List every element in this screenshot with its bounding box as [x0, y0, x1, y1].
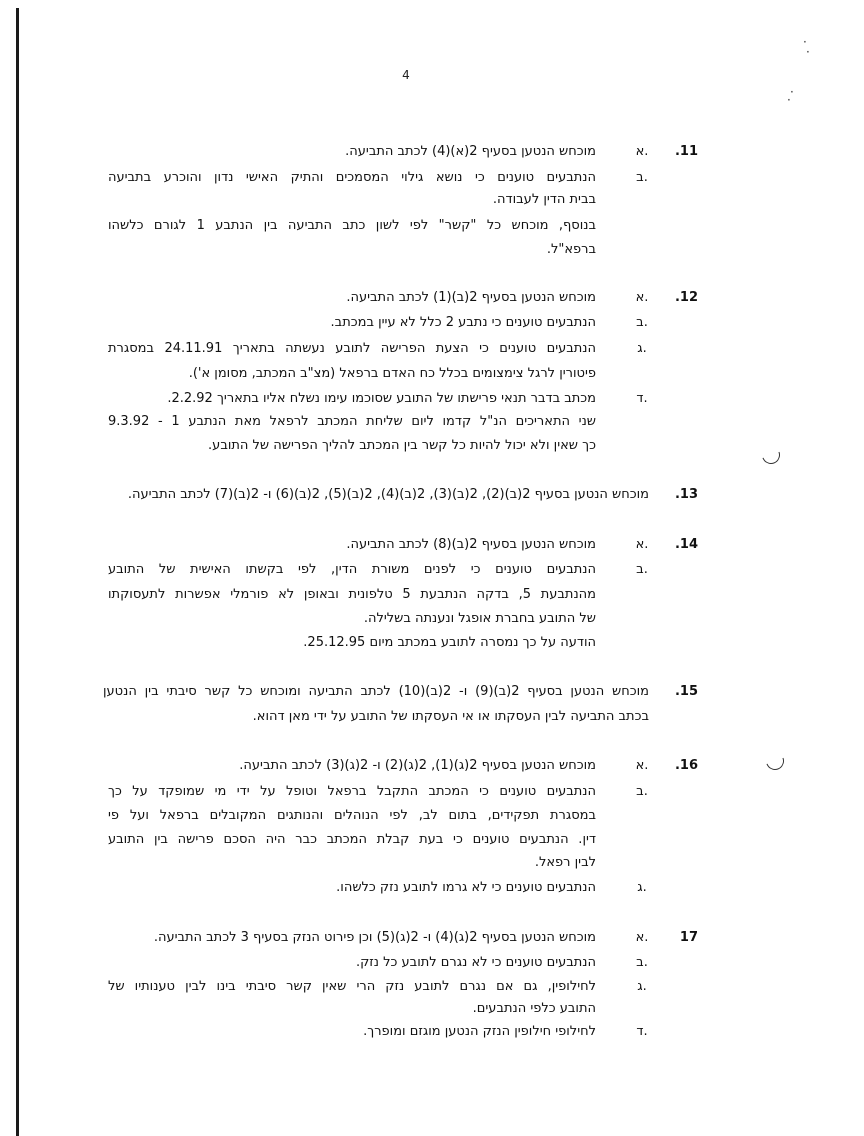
item-letter: א. [635, 537, 649, 552]
item-text-line: הנתבעים טוענים כי לא נגרם לתובע כל נזק. [355, 955, 596, 970]
item-text-line: פיטורין לרגל צימצומים בכלל כח האדם ברפאל (מצ"ב המכתב, מסומן א'). [188, 366, 596, 381]
section-text-line: מוכחש הנטען בסעיף 2(ב)(9) ו- 2(ב)(10) לכתב התביעה ומוכחש כל קשר סיבתי בין הנטען [103, 684, 649, 699]
item-text-line: מהנתבעת 5, בדקה הנתבעת 5 טלפונית ובאופן לא פורמלי אפשרות לתעסוקתו [108, 587, 596, 602]
item-letter: ב. [636, 315, 648, 330]
item-letter: ב. [636, 784, 648, 799]
item-letter: ג. [637, 880, 647, 895]
item-text-line: ברפא"ל. [546, 242, 596, 257]
item-text-line: הנתבעים טוענים כי נתבע 2 כלל לא עיין במכתב. [330, 315, 596, 330]
section-text-line: מוכחש הנטען בסעיף 2(ב)(2), 2(ב)(3), 2(ב)(4), 2(ב)(5), 2(ב)(6) ו- 2(ב)(7) לכתב התביעה. [127, 487, 649, 502]
item-text-line: מכתב בדבר תנאי פרישתו של התובע שסוכמו עימו נשלח אליו בתאריך 2.2.92. [167, 391, 596, 406]
scan-speck: · [790, 85, 794, 99]
section-number: .12 [674, 290, 698, 305]
item-text-line: מוכחש הנטען בסעיף 2(ב)(8) לכתב התביעה. [346, 537, 596, 552]
item-letter: א. [635, 144, 649, 159]
item-text-line: מוכחש הנטען בסעיף 2(א)(4) לכתב התביעה. [345, 144, 596, 159]
item-letter: ד. [636, 1024, 648, 1039]
scan-speck: · [806, 45, 810, 59]
item-letter: א. [635, 758, 649, 773]
section-number: .16 [674, 758, 698, 773]
item-text-line: בבית הדין לעבודה. [492, 192, 596, 207]
item-text-line: מוכחש הנטען בסעיף 2(ב)(1) לכתב התביעה. [346, 290, 596, 305]
item-text-line: של התובע בחברת אופגל ונענתה בשלילה. [363, 611, 596, 626]
item-text-line: בנוסף, מוכחש כל "קשר" לפי לשון כתב התביעה בין הנתבע 1 לגורם כלשהו [108, 218, 596, 233]
scan-speck: · [803, 35, 807, 49]
item-letter: א. [635, 290, 649, 305]
item-text-line: לחילופי חילופין הנזק הנטען מוגזם ומופרך. [363, 1024, 596, 1039]
section-number: .14 [674, 537, 698, 552]
item-letter: ב. [636, 955, 648, 970]
item-text-line: התובע כלפי הנתבעים. [472, 1001, 596, 1016]
item-text-line: הנתבעים טוענים כי הצעת הפרישה לתובע נעשתה בתאריך 24.11.91 במסגרת [108, 341, 596, 356]
item-text-line: דין. הנתבעים טוענים כי בעת קבלת המכתב כבר היה הסכם פרישה בין התובע [108, 832, 596, 847]
item-letter: ג. [637, 341, 647, 356]
section-number: .11 [674, 144, 698, 159]
punch-hole-mark [763, 749, 787, 773]
item-text-line: לחילופין, גם אם נגרם לתובע נזק הרי שאין קשר סיבתי בינו לבין טענותיו של [108, 979, 596, 994]
scan-speck: · [787, 93, 791, 107]
item-letter: ב. [636, 562, 648, 577]
section-number: 17 [679, 930, 698, 945]
item-text-line: שני התאריכים הנ"ל קדמו ליום שליחת המכתב לרפאל מאת הנתבע 1 - 9.3.92 [108, 414, 596, 429]
item-text-line: כך שאין ולא יכול להיות כל קשר בין המכתב להליך הפרישה של התובע. [208, 438, 596, 453]
item-text-line: הנתבעים טוענים כי לא גרמו לתובע נזק כלשהו. [336, 880, 596, 895]
item-text-line: במסגרת תפקידים, בתום לב, לפי הנוהלים והנותגים המקובלים ברפאל ועל פי [108, 808, 596, 823]
section-number: .15 [674, 684, 698, 699]
item-text-line: הודעה על כך נמסרה לתובע במכתב מיום 25.12.95. [303, 635, 596, 650]
item-text-line: הנתבעים טוענים כי לפנים משורת הדין, לפי בקשתו האישית של התובע [108, 562, 596, 577]
item-text-line: לבין רפאל. [534, 855, 596, 870]
page-number: 4 [402, 68, 410, 82]
item-text-line: הנתבעים טוענים כי המכתב התקבל ברפאל וטופל על ידי מי שמופקד על כך [108, 784, 596, 799]
punch-hole-mark [759, 443, 783, 467]
item-letter: ג. [637, 979, 647, 994]
item-text-line: הנתבעים טוענים כי נושא גילוי המסמכים והתיק האישי נדון והוכרע בתביעה [108, 170, 596, 185]
section-number: .13 [674, 487, 698, 502]
item-letter: א. [635, 930, 649, 945]
section-text-line: בכתב התביעה לבין העסקתו או אי העסקתו של התובע על ידי מאן דהוא. [252, 709, 649, 724]
item-text-line: מוכחש הנטען בסעיף 2(ג)(4) ו- 2(ג)(5) וכן פירוט הנזק בסעיף 3 לכתב התביעה. [153, 930, 596, 945]
item-letter: ד. [636, 391, 648, 406]
item-letter: ב. [636, 170, 648, 185]
item-text-line: מוכחש הנטען בסעיף 2(ג)(1), 2(ג)(2) ו- 2(ג)(3) לכתב התביעה. [239, 758, 596, 773]
binding-edge-line [16, 8, 19, 1136]
